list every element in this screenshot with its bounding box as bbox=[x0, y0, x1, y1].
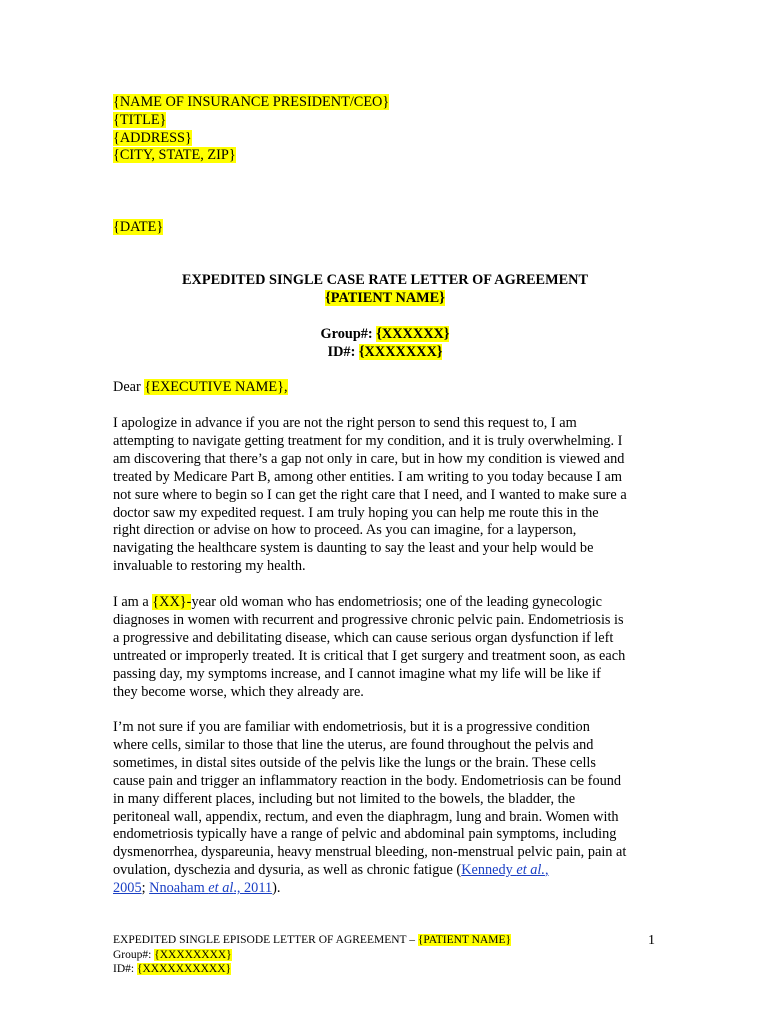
letter-date: {DATE} bbox=[113, 219, 164, 235]
citation-author: Nnoaham bbox=[149, 880, 209, 897]
recipient-name: {NAME OF INSURANCE PRESIDENT/CEO} bbox=[113, 94, 390, 110]
heading-patient-name: {PATIENT NAME} bbox=[325, 289, 445, 306]
group-id-block bbox=[0, 326, 770, 362]
page-footer bbox=[113, 933, 658, 977]
footer-group-label: Group#: bbox=[113, 948, 155, 961]
paragraph-line: sometimes, in distal sites outside of the pelvis like the lungs or the brain. These cells bbox=[113, 754, 596, 771]
p3-end: ). bbox=[272, 880, 281, 897]
recipient-address-block bbox=[113, 94, 389, 165]
salutation-prefix: Dear bbox=[113, 379, 145, 395]
recipient-city-state-zip: {CITY, STATE, ZIP} bbox=[113, 147, 236, 164]
paragraph-3 bbox=[113, 719, 658, 898]
letter-date-block bbox=[113, 219, 163, 236]
letter-title: EXPEDITED SINGLE CASE RATE LETTER OF AGREEMENT bbox=[182, 272, 588, 288]
p3-last-prefix: ovulation, dyschezia and dysuria, as well as chronic fatigue ( bbox=[113, 862, 462, 879]
patient-age: {XX}- bbox=[152, 594, 192, 610]
paragraph-line bbox=[113, 880, 658, 898]
paragraph-line: dysmenorrhea, dyspareunia, heavy menstrual bleeding, non-menstrual pelvic pain, pain at bbox=[113, 844, 627, 861]
citation-kennedy-link[interactable] bbox=[461, 862, 548, 878]
paragraph-line: untreated or improperly treated. It is critical that I get surgery and treatment soon, as each bbox=[113, 647, 626, 664]
id-label: ID#: bbox=[327, 343, 359, 360]
paragraph-line: a progressive and debilitating disease, which can cause serious organ dysfunction if left bbox=[113, 629, 614, 646]
paragraph-line: I apologize in advance if you are not the right person to send this request to, I am bbox=[113, 415, 577, 431]
footer-patient-name: {PATIENT NAME} bbox=[417, 934, 511, 946]
paragraph-line: passing day, my symptoms increase, and I cannot imagine what my life will be like if bbox=[113, 665, 601, 682]
footer-id-label: ID#: bbox=[113, 963, 137, 975]
citation-et-al: et al. bbox=[516, 862, 545, 879]
paragraph-line bbox=[113, 862, 658, 880]
paragraph-line: am discovering that there’s a gap not only in care, but in how my condition is viewed and bbox=[113, 450, 625, 467]
recipient-address: {ADDRESS} bbox=[113, 129, 192, 146]
footer-title: EXPEDITED SINGLE EPISODE LETTER OF AGREEMENT – bbox=[113, 934, 418, 946]
paragraph-line: diagnoses in women with recurrent and progressive chronic pelvic pain. Endometriosis is bbox=[113, 611, 624, 628]
paragraph-line: right direction or advise on how to proceed. As you can imagine, for a layperson, bbox=[113, 522, 577, 539]
citation-et-al: et al bbox=[208, 880, 234, 897]
page-number: 1 bbox=[648, 933, 655, 948]
paragraph-line: invaluable to restoring my health. bbox=[113, 558, 306, 575]
paragraph-line: I’m not sure if you are familiar with endometriosis, but it is a progressive condition bbox=[113, 719, 590, 735]
citation-kennedy-year-link[interactable]: 2005 bbox=[113, 880, 142, 897]
paragraph-line: not sure where to begin so I can get the right care that I need, and I wanted to make sure a bbox=[113, 486, 627, 503]
paragraph-2 bbox=[113, 594, 658, 701]
paragraph-line: peritoneal wall, appendix, rectum, and even the diaphragm, lung and brain. Women with bbox=[113, 808, 619, 825]
paragraph-line: doctor saw my expedited request. I am truly hoping you can help me route this in the bbox=[113, 504, 599, 521]
paragraph-1 bbox=[113, 415, 658, 576]
group-value: {XXXXXX} bbox=[376, 326, 450, 342]
citation-year: ., 2011 bbox=[233, 880, 273, 897]
footer-id-value: {XXXXXXXXXX} bbox=[136, 963, 232, 975]
paragraph-line: endometriosis typically have a range of pelvic and abdominal pain symptoms, including bbox=[113, 826, 617, 843]
salutation-name: {EXECUTIVE NAME}, bbox=[144, 379, 288, 395]
citation-author: Kennedy bbox=[461, 862, 517, 879]
paragraph-line: where cells, similar to those that line the uterus, are found throughout the pelvis and bbox=[113, 736, 594, 753]
salutation bbox=[113, 379, 658, 397]
letter-heading bbox=[0, 272, 770, 308]
paragraph-line: treated by Medicare Part B, among other entities. I am writing to you today because I am bbox=[113, 468, 622, 485]
citation-nnoaham-link[interactable] bbox=[149, 880, 272, 896]
citation-separator: ; bbox=[141, 880, 150, 897]
paragraph-line: navigating the healthcare system is daunting to say the least and your help would be bbox=[113, 540, 594, 557]
id-value: {XXXXXXX} bbox=[358, 343, 443, 360]
p2-first-rest: year old woman who has endometriosis; one of the leading gynecologic bbox=[191, 594, 602, 610]
paragraph-line: attempting to navigate getting treatment for my condition, and it is truly overwhelming. I bbox=[113, 432, 623, 449]
group-label: Group#: bbox=[320, 326, 377, 342]
paragraph-line bbox=[113, 594, 658, 612]
citation-sep: , bbox=[544, 862, 549, 879]
paragraph-line: they become worse, which they already are. bbox=[113, 683, 364, 700]
paragraph-line: in many different places, including but not limited to the bowels, the bladder, the bbox=[113, 790, 576, 807]
p2-start: I am a bbox=[113, 594, 153, 610]
footer-group-value: {XXXXXXXX} bbox=[154, 948, 232, 961]
paragraph-line: cause pain and trigger an inflammatory reaction in the body. Endometriosis can be found bbox=[113, 772, 622, 789]
recipient-title: {TITLE} bbox=[113, 111, 167, 128]
